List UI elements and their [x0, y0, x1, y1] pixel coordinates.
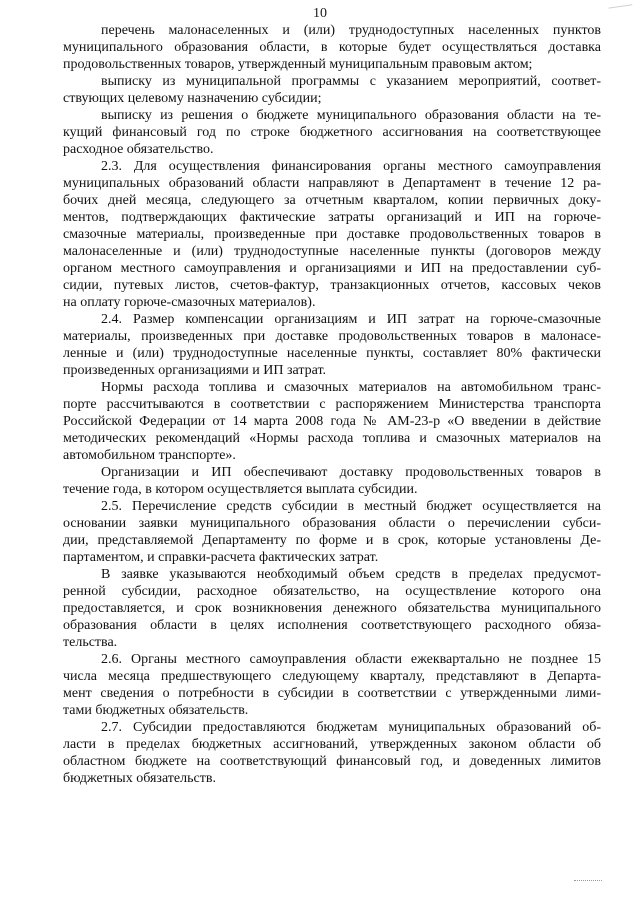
text-line: на оплату горюче-смазочных материалов).: [63, 295, 316, 310]
text-line: порте рассчитываются в соответствии с распоряжением Министерства транспорта: [63, 397, 601, 412]
text-line: муниципального образования области, в которые будет осуществляться доставка: [63, 40, 601, 55]
text-line: ствующих целевому назначению субсидии;: [63, 91, 322, 106]
text-line: бюджетных обязательств.: [63, 771, 216, 786]
text-line: ласти в пределах бюджетных ассигнований, утвержденных законом области об: [63, 737, 601, 752]
text-line: продовольственных товаров, утвержденный муниципальным правовым актом;: [63, 57, 533, 72]
text-line: смазочные материалы, произведенные при доставке продовольственных товаров в: [63, 227, 601, 242]
text-line: сидии, путевых листов, счетов-фактур, транзакционных отчетов, кассовых чеков: [63, 278, 601, 293]
text-line: малонаселенные и (или) труднодоступные населенные пункты (договоров между: [63, 244, 601, 259]
text-line: ленные и (или) труднодоступные населенные пункты, составляет 80% фактически: [63, 346, 601, 361]
text-line: выписку из решения о бюджете муниципального образования области на те-: [101, 108, 601, 123]
text-line: выписку из муниципальной программы с указанием мероприятий, соответ-: [101, 74, 601, 89]
text-line: 2.7. Субсидии предоставляются бюджетам муниципальных образований об-: [101, 720, 601, 735]
text-line: областном бюджете на соответствующий финансовый год, и доведенных лимитов: [63, 754, 601, 769]
text-line: 2.6. Органы местного самоуправления области ежеквартально не позднее 15: [101, 652, 601, 667]
text-line: методических рекомендаций «Нормы расхода топлива и смазочных материалов на: [63, 431, 601, 446]
text-line: 2.4. Размер компенсации организациям и ИП затрат на горюче-смазочные: [101, 312, 601, 327]
text-line: Нормы расхода топлива и смазочных материалов на автомобильном транс-: [101, 380, 601, 395]
text-line: кущий финансовый год по строке бюджетного ассигнования на соответствующее: [63, 125, 601, 140]
text-line: бочих дней месяца, следующего за отчетным кварталом, копии первичных доку-: [63, 193, 601, 208]
text-line: расходное обязательство.: [63, 142, 214, 157]
text-line: основании заявки муниципального образования области о перечислении субси-: [63, 516, 601, 531]
text-line: 2.5. Перечисление средств субсидии в местный бюджет осуществляется на: [101, 499, 601, 514]
text-line: ренной субсидии, расходное обязательство, на осуществление которого она: [63, 584, 601, 599]
text-line: тами бюджетных обязательств.: [63, 703, 249, 718]
text-line: автомобильном транспорте».: [63, 448, 236, 463]
scan-artifact: [574, 880, 602, 885]
text-line: материалы, произведенных при доставке продовольственных товаров в малонасе-: [63, 329, 601, 344]
text-line: 2.3. Для осуществления финансирования органы местного самоуправления: [101, 159, 601, 174]
text-line: муниципальных образований области направляют в Департамент в течение 12 ра-: [63, 176, 601, 191]
text-line: ментов, подтверждающих фактические затраты организаций и ИП на горюче-: [63, 210, 601, 225]
text-line: Организации и ИП обеспечивают доставку продовольственных товаров в: [101, 465, 601, 480]
text-line: произведенных организациями и ИП затрат.: [63, 363, 327, 378]
text-line: мент сведения о потребности в субсидии в соответствии с утвержденными лими-: [63, 686, 601, 701]
text-line: партаментом, и справки-расчета фактических затрат.: [63, 550, 379, 565]
text-line: органом местного самоуправления и организациями и ИП на предоставлении суб-: [63, 261, 601, 276]
text-line: Российской Федерации от 14 марта 2008 года № АМ-23-р «О введении в действие: [63, 414, 601, 429]
text-line: тельства.: [63, 635, 118, 650]
text-line: числа месяца предшествующего следующему кварталу, представляют в Департа-: [63, 669, 601, 684]
text-line: В заявке указываются необходимый объем средств в пределах предусмот-: [101, 567, 601, 582]
text-line: течение года, в котором осуществляется выплата субсидии.: [63, 482, 418, 497]
text-line: образования области в целях исполнения соответствующего расходного обяза-: [63, 618, 601, 633]
document-body: [63, 22, 601, 787]
text-line: перечень малонаселенных и (или) труднодоступных населенных пунктов: [101, 23, 601, 38]
text-line: предоставляется, и срок возникновения денежного обязательства муниципального: [63, 601, 601, 616]
text-line: дии, представляемой Департаменту по форме и в срок, которые установлены Де-: [63, 533, 601, 548]
page-number: 10: [313, 6, 327, 21]
